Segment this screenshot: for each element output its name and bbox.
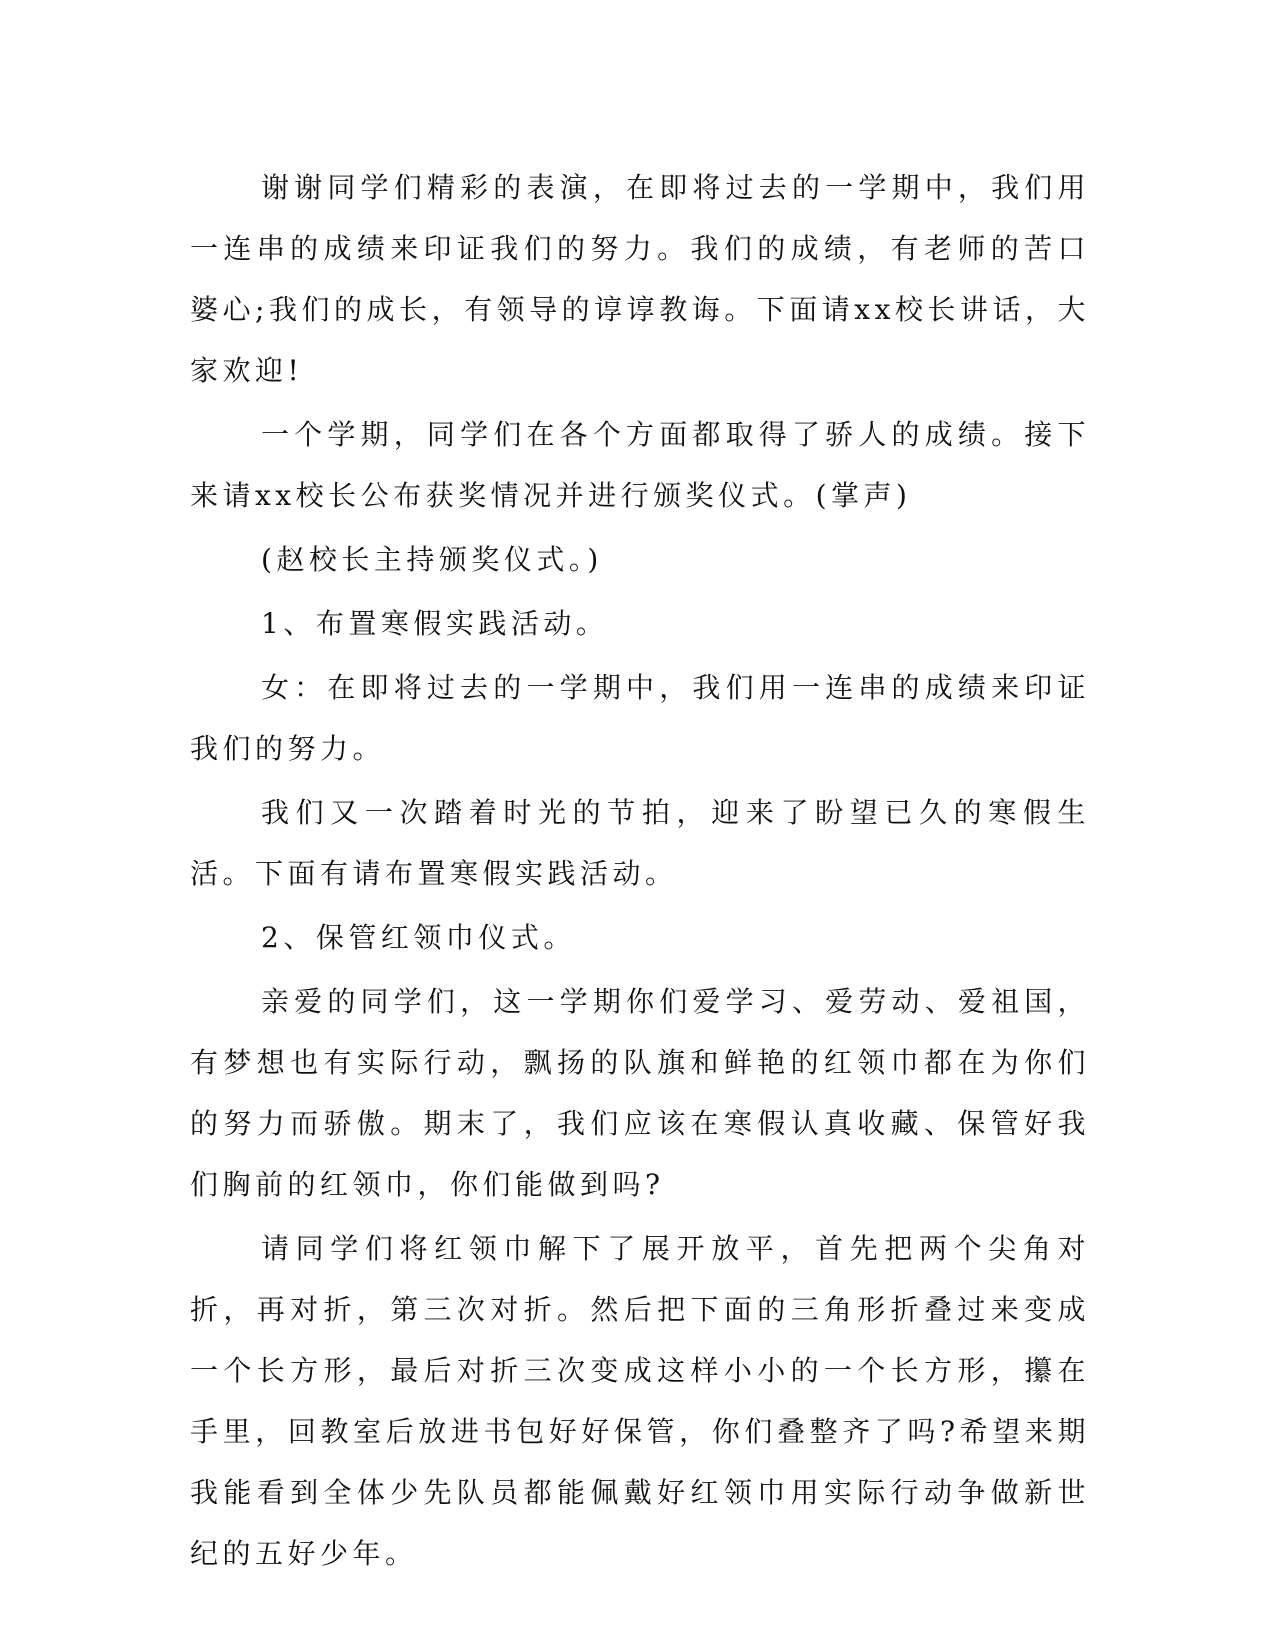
- paragraph-3: (赵校长主持颁奖仪式。): [261, 543, 603, 576]
- paragraph-6: 我们又一次踏着时光的节拍，迎来了盼望已久的寒假生活。下面有请布置寒假实践活动。: [190, 796, 1090, 890]
- paragraph-9: 请同学们将红领巾解下了展开放平，首先把两个尖角对折，再对折，第三次对折。然后把下面的三角形折叠过来变成一个长方形，最后对折三次变成这样小小的一个长方形，攥在手里，回教室后放进书包好好保管，你们叠整齐了吗?希望来期我能看到全体少先队员都能佩戴好红领巾用实际行动争做新世纪的五好少年。: [190, 1232, 1090, 1570]
- paragraph-8: 亲爱的同学们，这一学期你们爱学习、爱劳动、爱祖国，有梦想也有实际行动，飘扬的队旗和鲜艳的红领巾都在为你们的努力而骄傲。期末了，我们应该在寒假认真收藏、保管好我们胸前的红领巾，你们能做到吗?: [190, 985, 1090, 1201]
- paragraph-7: 2、保管红领巾仪式。: [261, 921, 576, 954]
- paragraph-4: 1、布置寒假实践活动。: [261, 607, 609, 640]
- paragraph-1: 谢谢同学们精彩的表演，在即将过去的一学期中，我们用一连串的成绩来印证我们的努力。我们的成绩，有老师的苦口婆心;我们的成长，有领导的谆谆教诲。下面请xx校长讲话，大家欢迎!: [190, 171, 1090, 387]
- document-body: [190, 157, 1090, 1587]
- paragraph-5: 女：在即将过去的一学期中，我们用一连串的成绩来印证我们的努力。: [190, 671, 1090, 765]
- paragraph-2: 一个学期，同学们在各个方面都取得了骄人的成绩。接下来请xx校长公布获奖情况并进行颁奖仪式。(掌声): [190, 418, 1090, 512]
